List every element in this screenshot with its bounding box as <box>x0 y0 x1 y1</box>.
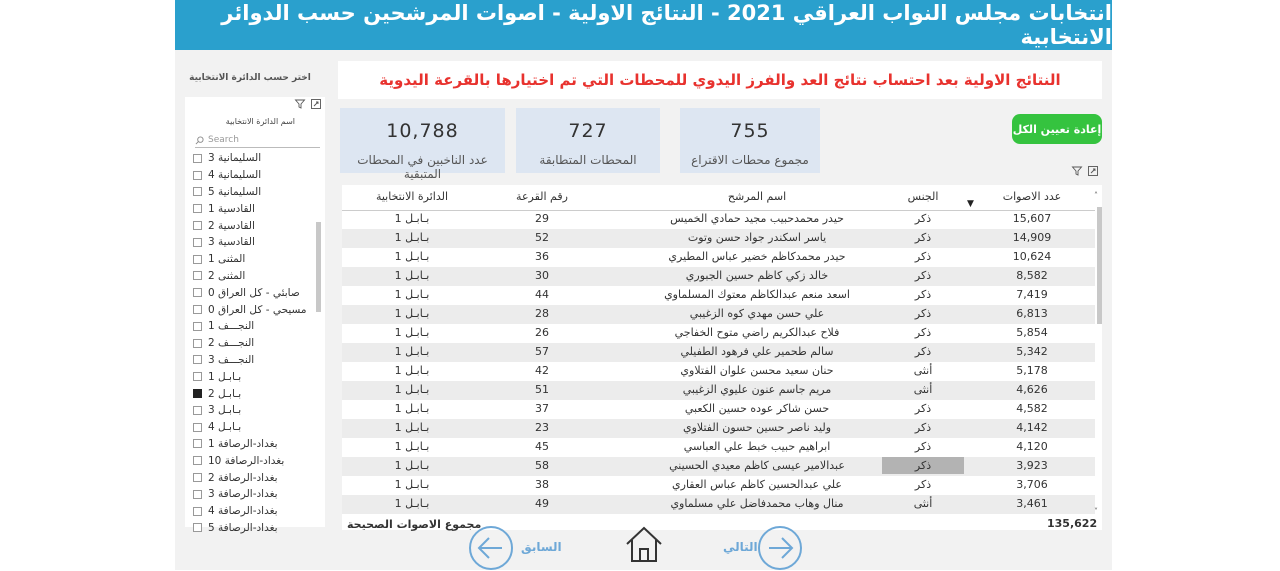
cell-votes: 3,706 <box>1016 478 1048 491</box>
table-row[interactable] <box>342 248 1095 267</box>
slicer-item[interactable] <box>193 167 321 184</box>
table-row[interactable] <box>342 457 1095 476</box>
cell-lot: 38 <box>535 478 549 491</box>
slicer-item[interactable] <box>193 402 321 419</box>
slicer-item-label: بـابـل 2 <box>208 387 242 400</box>
slicer-checkbox[interactable] <box>193 221 202 230</box>
kpi-matching-label: المحطات المتطابقة <box>539 153 637 167</box>
table-row[interactable] <box>342 229 1095 248</box>
cell-sex: ذكر <box>914 231 932 244</box>
cell-votes: 8,582 <box>1016 269 1048 282</box>
cell-district: بـابـل 1 <box>394 364 430 377</box>
next-label[interactable]: التالي <box>723 540 758 554</box>
slicer-item-label: السليمانية 4 <box>208 169 262 182</box>
cell-lot: 28 <box>535 307 549 320</box>
cell-sex: ذكر <box>914 478 932 491</box>
cell-name: حسن شاكر عوده حسين الكعبي <box>684 402 830 415</box>
slicer-item-label: النجـــف 3 <box>208 353 255 366</box>
slicer-item-label: السليمانية 3 <box>208 152 262 165</box>
slicer-item-label: بغداد-الرصافة 1 <box>208 437 278 450</box>
kpi-stations-card <box>680 108 820 173</box>
slicer-item-label: النجـــف 1 <box>208 320 255 333</box>
slicer-search-input[interactable] <box>195 133 320 148</box>
table-row[interactable] <box>342 400 1095 419</box>
table-body <box>342 210 1095 514</box>
table-row[interactable] <box>342 419 1095 438</box>
previous-label[interactable]: السابق <box>521 540 562 554</box>
slicer-item-label: القادسية 2 <box>208 219 255 232</box>
slicer-item[interactable] <box>193 486 321 503</box>
district-slicer <box>185 97 325 534</box>
slicer-item-label: بغداد-الرصافة 4 <box>208 505 278 518</box>
results-subtitle: النتائج الاولية بعد احتساب نتائج العد والفرز اليدوي للمحطات التي تم اختيارها بالقرعة اليدوية <box>338 61 1102 99</box>
cell-name: علي عبدالحسين كاظم عباس العقاري <box>672 478 842 491</box>
cell-votes: 15,607 <box>1012 212 1052 225</box>
cell-sex: ذكر <box>914 212 932 225</box>
table-row[interactable] <box>342 267 1095 286</box>
cell-votes: 6,813 <box>1016 307 1048 320</box>
cell-lot: 36 <box>535 250 549 263</box>
cell-name: ياسر اسكندر جواد حسن وتوت <box>687 231 827 244</box>
cell-votes: 3,923 <box>1016 459 1048 472</box>
cell-name: عبدالامير عيسى كاظم معيدي الحسيني <box>669 459 845 472</box>
slicer-checkbox[interactable] <box>193 288 202 297</box>
cell-district: بـابـل 1 <box>394 326 430 339</box>
cell-votes: 4,582 <box>1016 402 1048 415</box>
cell-name: وليد ناصر حسين حسون الفتلاوي <box>682 421 832 434</box>
slicer-item[interactable] <box>193 436 321 453</box>
cell-lot: 44 <box>535 288 549 301</box>
cell-lot: 57 <box>535 345 549 358</box>
cell-lot: 37 <box>535 402 549 415</box>
scroll-up-icon[interactable]: ˄ <box>1094 191 1098 200</box>
filter-icon[interactable] <box>295 99 305 112</box>
table-scrollbar[interactable] <box>1097 207 1102 324</box>
cell-district: بـابـل 1 <box>394 212 430 225</box>
reset-all-button[interactable]: إعادة تعيين الكل <box>1012 114 1102 144</box>
table-row[interactable] <box>342 362 1095 381</box>
cell-name: حيدر محمدكاظم خضير عباس المطيري <box>668 250 846 263</box>
cell-district: بـابـل 1 <box>394 269 430 282</box>
cell-district: بـابـل 1 <box>394 383 430 396</box>
slicer-toolbar <box>295 99 321 112</box>
report-canvas <box>175 0 1112 570</box>
cell-sex: ذكر <box>914 440 932 453</box>
cell-sex: ذكر <box>914 326 932 339</box>
cell-votes: 7,419 <box>1016 288 1048 301</box>
slicer-checkbox[interactable] <box>193 322 202 331</box>
slicer-checkbox[interactable] <box>193 523 202 532</box>
cell-votes: 14,909 <box>1012 231 1052 244</box>
search-icon <box>195 136 204 145</box>
cell-lot: 45 <box>535 440 549 453</box>
next-arrow-icon[interactable] <box>757 525 803 571</box>
slicer-checkbox[interactable] <box>193 423 202 432</box>
kpi-matching-value: 727 <box>568 120 608 142</box>
table-toolbar <box>1072 166 1098 179</box>
slicer-item[interactable] <box>193 469 321 486</box>
cell-district: بـابـل 1 <box>394 421 430 434</box>
cell-lot: 42 <box>535 364 549 377</box>
col-sex-header[interactable]: الجنس <box>907 190 939 203</box>
slicer-item-label: بـابـل 4 <box>208 421 242 434</box>
cell-votes: 10,624 <box>1012 250 1052 263</box>
slicer-item-label: النجـــف 2 <box>208 337 255 350</box>
slicer-checkbox[interactable] <box>193 305 202 314</box>
slicer-title: اختر حسب الدائرة الانتخابية <box>189 73 311 83</box>
cell-sex: ذكر <box>914 459 932 472</box>
cell-votes: 3,461 <box>1016 497 1048 510</box>
slicer-item[interactable] <box>193 251 321 268</box>
slicer-item-label: بغداد-الرصافة 2 <box>208 471 278 484</box>
slicer-checkbox[interactable] <box>193 439 202 448</box>
slicer-checkbox[interactable] <box>193 406 202 415</box>
cell-district: بـابـل 1 <box>394 478 430 491</box>
cell-lot: 58 <box>535 459 549 472</box>
kpi-voters-label: عدد الناخبين في المحطات المتبقية <box>357 153 488 181</box>
table-row[interactable] <box>342 210 1095 229</box>
cell-votes: 4,626 <box>1016 383 1048 396</box>
slicer-item[interactable] <box>193 520 321 537</box>
slicer-item[interactable] <box>193 301 321 318</box>
table-row[interactable] <box>342 305 1095 324</box>
slicer-checkbox[interactable] <box>193 507 202 516</box>
table-row[interactable] <box>342 381 1095 400</box>
slicer-item[interactable] <box>193 217 321 234</box>
cell-name: فلاح عبدالكريم راضي متوح الخفاجي <box>674 326 840 339</box>
cell-lot: 23 <box>535 421 549 434</box>
col-name-header[interactable]: اسم المرشح <box>727 190 787 203</box>
slicer-item-label: بغداد-الرصافة 5 <box>208 521 278 534</box>
focus-mode-icon[interactable] <box>311 99 321 112</box>
table-row[interactable] <box>342 343 1095 362</box>
total-votes-value: 135,622 <box>1047 517 1098 530</box>
cell-name: خالد زكي كاظم حسين الجبوري <box>685 269 829 282</box>
slicer-checkbox[interactable] <box>193 271 202 280</box>
slicer-scrollbar[interactable] <box>316 222 321 312</box>
sort-descending-icon[interactable]: ▼ <box>967 199 974 209</box>
slicer-item[interactable] <box>193 268 321 285</box>
cell-sex: ذكر <box>914 250 932 263</box>
cell-sex: ذكر <box>914 402 932 415</box>
cell-name: اسعد منعم عبدالكاظم معتوك المسلماوي <box>664 288 850 301</box>
slicer-checkbox[interactable] <box>193 171 202 180</box>
kpi-voters-value: 10,788 <box>386 120 459 142</box>
table-row[interactable] <box>342 476 1095 495</box>
table-row[interactable] <box>342 324 1095 343</box>
cell-sex: ذكر <box>914 421 932 434</box>
cell-district: بـابـل 1 <box>394 345 430 358</box>
cell-district: بـابـل 1 <box>394 459 430 472</box>
slicer-item-label: السليمانية 5 <box>208 185 262 198</box>
slicer-checkbox[interactable] <box>193 456 202 465</box>
slicer-item[interactable] <box>193 352 321 369</box>
slicer-item[interactable] <box>193 368 321 385</box>
slicer-item[interactable] <box>193 150 321 167</box>
slicer-item-label: المثنى 1 <box>208 253 246 266</box>
slicer-item[interactable] <box>193 234 321 251</box>
cell-votes: 5,342 <box>1016 345 1048 358</box>
cell-sex: ذكر <box>914 288 932 301</box>
kpi-stations-value: 755 <box>730 120 770 142</box>
cell-sex: ذكر <box>914 269 932 282</box>
cell-lot: 49 <box>535 497 549 510</box>
cell-lot: 30 <box>535 269 549 282</box>
slicer-item-label: مسيحي - كل العراق 0 <box>208 303 307 316</box>
cell-sex: أنثى <box>913 383 933 396</box>
cell-name: منال وهاب محمدفاضل علي مسلماوي <box>670 497 844 510</box>
cell-votes: 5,178 <box>1016 364 1048 377</box>
slicer-item[interactable] <box>193 419 321 436</box>
previous-arrow-icon[interactable] <box>468 525 514 571</box>
cell-lot: 26 <box>535 326 549 339</box>
slicer-item[interactable] <box>193 200 321 217</box>
slicer-item[interactable] <box>193 452 321 469</box>
cell-district: بـابـل 1 <box>394 497 430 510</box>
slicer-checkbox[interactable] <box>193 372 202 381</box>
slicer-field-label: اسم الدائرة الانتخابية <box>225 117 295 126</box>
cell-name: مريم جاسم عنون عليوي الزغيبي <box>682 383 832 396</box>
cell-district: بـابـل 1 <box>394 402 430 415</box>
cell-name: حنان سعيد محسن علوان الفتلاوي <box>680 364 834 377</box>
slicer-checkbox[interactable] <box>193 255 202 264</box>
slicer-item-label: بـابـل 3 <box>208 404 242 417</box>
cell-votes: 4,120 <box>1016 440 1048 453</box>
cell-name: سالم طحمير علي فرهود الطفيلي <box>680 345 834 358</box>
report-title: انتخابات مجلس النواب العراقي 2021 - النتائج الاولية - اصوات المرشحين حسب الدوائر الانتخابية <box>175 0 1112 50</box>
table-focus-mode-icon[interactable] <box>1088 166 1098 179</box>
slicer-item[interactable] <box>193 284 321 301</box>
slicer-checkbox[interactable] <box>193 187 202 196</box>
kpi-voters-card <box>340 108 505 181</box>
cell-votes: 4,142 <box>1016 421 1048 434</box>
col-district-header[interactable]: الدائرة الانتخابية <box>375 190 449 203</box>
slicer-checkbox[interactable] <box>193 154 202 163</box>
table-row[interactable] <box>342 286 1095 305</box>
slicer-checkbox[interactable] <box>193 490 202 499</box>
kpi-matching-card <box>516 108 660 173</box>
col-lot-header[interactable]: رقم القرعة <box>516 190 568 203</box>
cell-lot: 29 <box>535 212 549 225</box>
cell-sex: أنثى <box>913 364 933 377</box>
table-row[interactable] <box>342 438 1095 457</box>
slicer-item[interactable] <box>193 385 321 402</box>
slicer-item-label: بغداد-الرصافة 3 <box>208 488 278 501</box>
cell-lot: 52 <box>535 231 549 244</box>
slicer-item[interactable] <box>193 184 321 201</box>
scroll-down-icon[interactable]: ˅ <box>1094 507 1098 516</box>
slicer-item-label: بـابـل 1 <box>208 370 242 383</box>
home-icon[interactable] <box>624 524 664 564</box>
slicer-checkbox[interactable] <box>193 389 202 398</box>
cell-name: حيدر محمدحبيب مجيد حمادي الخميس <box>670 212 844 225</box>
table-header <box>342 185 1095 211</box>
slicer-item[interactable] <box>193 503 321 520</box>
cell-name: علي حسن مهدي كوه الزغيبي <box>689 307 825 320</box>
slicer-checkbox[interactable] <box>193 339 202 348</box>
table-row[interactable] <box>342 495 1095 514</box>
cell-sex: ذكر <box>914 307 932 320</box>
cell-district: بـابـل 1 <box>394 250 430 263</box>
slicer-item-label: صابئي - كل العراق 0 <box>208 286 300 299</box>
table-filter-icon[interactable] <box>1072 166 1082 179</box>
kpi-stations-label: مجموع محطات الاقتراع <box>691 153 809 167</box>
cell-lot: 51 <box>535 383 549 396</box>
slicer-list <box>193 150 321 534</box>
cell-sex: ذكر <box>914 345 932 358</box>
cell-district: بـابـل 1 <box>394 440 430 453</box>
cell-district: بـابـل 1 <box>394 288 430 301</box>
slicer-checkbox[interactable] <box>193 204 202 213</box>
slicer-item-label: القادسية 3 <box>208 236 255 249</box>
cell-district: بـابـل 1 <box>394 231 430 244</box>
slicer-item[interactable] <box>193 335 321 352</box>
slicer-checkbox[interactable] <box>193 355 202 364</box>
slicer-item-label: القادسية 1 <box>208 202 255 215</box>
cell-name: ابراهيم حبيب خبط علي العباسي <box>683 440 831 453</box>
slicer-item-label: بغداد-الرصافة 10 <box>208 454 285 467</box>
slicer-checkbox[interactable] <box>193 473 202 482</box>
candidates-table <box>342 185 1102 530</box>
slicer-item-label: المثنى 2 <box>208 269 246 282</box>
cell-district: بـابـل 1 <box>394 307 430 320</box>
cell-votes: 5,854 <box>1016 326 1048 339</box>
slicer-item[interactable] <box>193 318 321 335</box>
cell-sex: أنثى <box>913 497 933 510</box>
slicer-checkbox[interactable] <box>193 238 202 247</box>
total-votes-label: مجموع الاصوات الصحيحة <box>347 518 482 531</box>
col-votes-header[interactable]: عدد الاصوات <box>1002 190 1062 203</box>
search-placeholder: Search <box>208 135 239 145</box>
